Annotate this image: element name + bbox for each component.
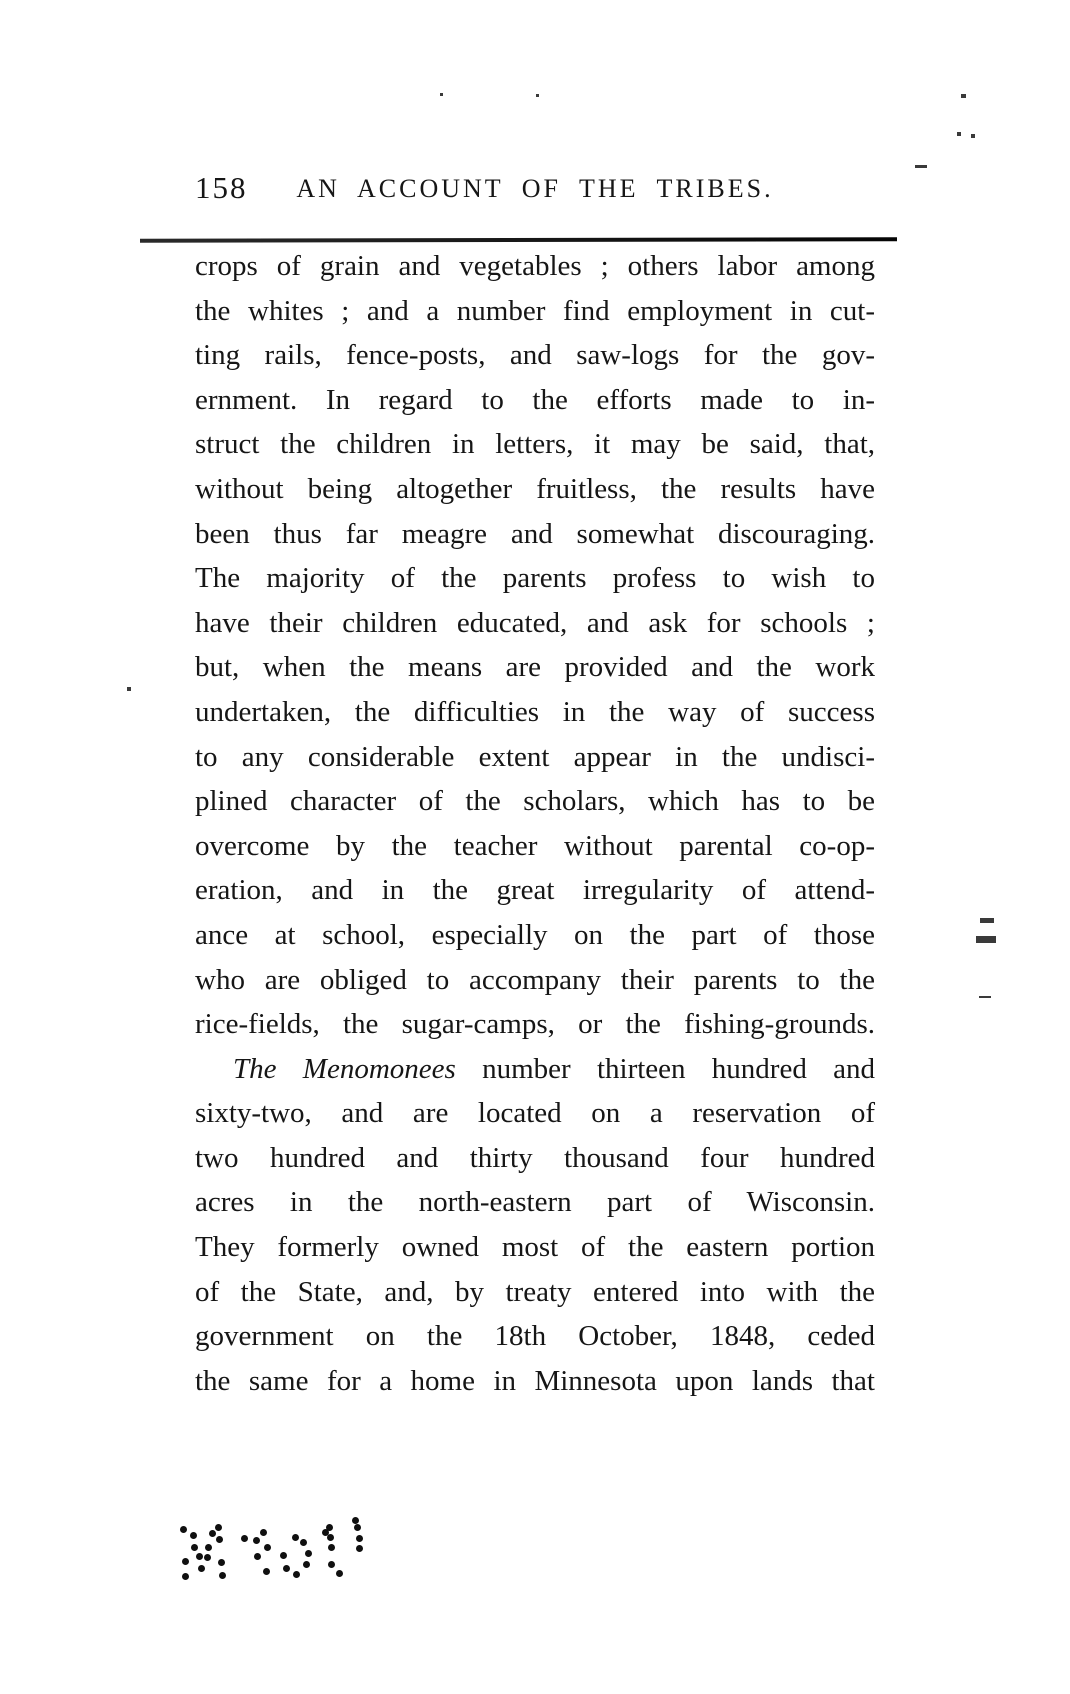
stamp-dot bbox=[305, 1550, 312, 1557]
body-text bbox=[195, 244, 875, 1403]
text-line: have their children educated, and ask for schools ; bbox=[195, 606, 875, 639]
stamp-dot bbox=[328, 1544, 335, 1551]
stamp-dot bbox=[253, 1537, 260, 1544]
text-line: sixty-two, and are located on a reservation of bbox=[195, 1097, 875, 1130]
page-header bbox=[195, 170, 875, 212]
stamp-dot bbox=[191, 1544, 198, 1551]
scan-speck bbox=[127, 687, 131, 691]
stamp-dot bbox=[264, 1544, 271, 1551]
scan-speck bbox=[961, 94, 966, 98]
stamp-dot bbox=[180, 1526, 187, 1533]
page-number: 158 bbox=[195, 170, 248, 205]
stamp-dot bbox=[205, 1544, 212, 1551]
text-line: two hundred and thirty thousand four hundred bbox=[195, 1141, 875, 1174]
scan-speck bbox=[979, 996, 991, 998]
stamp-dot bbox=[263, 1568, 270, 1575]
stamp-dot bbox=[182, 1558, 189, 1565]
stamp-dot bbox=[260, 1529, 267, 1536]
text-line: ernment. In regard to the efforts made to in- bbox=[195, 383, 875, 416]
running-title: AN ACCOUNT OF THE TRIBES. bbox=[296, 174, 774, 203]
text-line: ting rails, fence-posts, and saw-logs for the gov- bbox=[195, 339, 875, 372]
stamp-dot bbox=[293, 1571, 300, 1578]
stamp-dot bbox=[300, 1539, 307, 1546]
text-line: They formerly owned most of the eastern portion bbox=[195, 1231, 875, 1264]
stamp-dot bbox=[327, 1534, 334, 1541]
stamp-dot bbox=[303, 1561, 310, 1568]
scan-speck bbox=[957, 132, 961, 136]
text-line: acres in the north-eastern part of Wisconsin. bbox=[195, 1186, 875, 1219]
stamp-dot bbox=[356, 1545, 363, 1552]
text-line: The majority of the parents profess to wish to bbox=[195, 562, 875, 595]
text-line: of the State, and, by treaty entered into with the bbox=[195, 1275, 875, 1308]
stamp-dot bbox=[254, 1553, 261, 1560]
text-line: rice-fields, the sugar-camps, or the fishing-grounds. bbox=[195, 1008, 875, 1041]
scan-speck bbox=[536, 94, 539, 97]
text-line-rest: number thirteen hundred and bbox=[455, 1052, 875, 1085]
text-line-paragraph-start bbox=[195, 1047, 875, 1092]
text-line: undertaken, the difficulties in the way of success bbox=[195, 695, 875, 728]
stamp-dot bbox=[216, 1536, 223, 1543]
text-line: crops of grain and vegetables ; others labor among bbox=[195, 250, 875, 282]
stamp-dot bbox=[356, 1535, 363, 1542]
stamp-dot bbox=[209, 1530, 216, 1537]
stamp-dot bbox=[219, 1572, 226, 1579]
text-line: overcome by the teacher without parental co-op- bbox=[195, 829, 875, 862]
text-line: but, when the means are provided and the work bbox=[195, 651, 875, 684]
text-line: who are obliged to accompany their parents to the bbox=[195, 963, 875, 996]
stamp-dot bbox=[280, 1552, 287, 1559]
text-line: the same for a home in Minnesota upon lands that bbox=[195, 1364, 875, 1397]
text-line: ance at school, especially on the part of those bbox=[195, 918, 875, 951]
stamp-dot bbox=[218, 1559, 225, 1566]
text-line: to any considerable extent appear in the undisci- bbox=[195, 740, 875, 773]
text-line: plined character of the scholars, which has to be bbox=[195, 785, 875, 818]
stamp-dot bbox=[241, 1535, 248, 1542]
stamp-dot bbox=[204, 1554, 211, 1561]
stamp-dot bbox=[196, 1553, 203, 1560]
stamp-dot bbox=[336, 1570, 343, 1577]
stamp-dot bbox=[352, 1517, 359, 1524]
scan-speck bbox=[980, 918, 994, 923]
stamp-dot bbox=[354, 1524, 361, 1531]
text-line: been thus far meagre and somewhat discouraging. bbox=[195, 517, 875, 550]
scan-speck bbox=[915, 165, 927, 168]
text-line: struct the children in letters, it may be said, that, bbox=[195, 428, 875, 461]
stamp-dot bbox=[198, 1565, 205, 1572]
stamp-dot bbox=[328, 1561, 335, 1568]
header-rule bbox=[140, 237, 897, 243]
stamp-dot bbox=[292, 1534, 299, 1541]
stamp-dot bbox=[182, 1573, 189, 1580]
text-line: without being altogether fruitless, the results have bbox=[195, 472, 875, 505]
scan-speck bbox=[971, 134, 975, 138]
scan-speck bbox=[440, 93, 443, 96]
text-line: eration, and in the great irregularity of attend- bbox=[195, 874, 875, 907]
text-line: the whites ; and a number find employment in cut- bbox=[195, 294, 875, 327]
stamp-dot bbox=[326, 1524, 333, 1531]
stamp-dot bbox=[283, 1565, 290, 1572]
stamp-dot bbox=[190, 1532, 197, 1539]
italic-tribe-name: The Menomonees bbox=[233, 1052, 456, 1085]
scan-speck bbox=[976, 936, 996, 943]
stamp-dot bbox=[215, 1524, 222, 1531]
text-line: government on the 18th October, 1848, ceded bbox=[195, 1320, 875, 1353]
